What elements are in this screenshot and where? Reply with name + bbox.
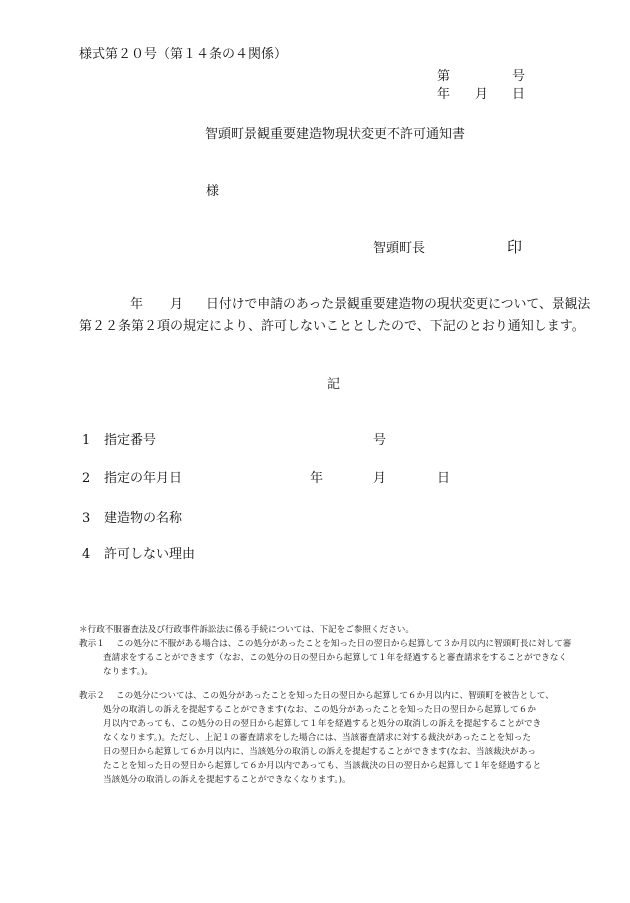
item-number: 3 <box>82 511 91 526</box>
notes-intro: ＊行政不服審査法及び行政事件訴訟法に係る手続については、下記をご参照ください。 <box>79 625 414 635</box>
body-year: 年 <box>130 297 144 312</box>
issuer-name: 智頭町長 <box>373 241 426 256</box>
kyoji1-line: この処分に不服がある場合は、この処分があったことを知った日の翌日から起算して３か月以内に智頭町長に対して審 <box>116 639 572 649</box>
kyoji2-line: 日の翌日から起算して６か月以内に、当該処分の取消しの訴えを提起することができます(なお、当該裁決があっ <box>103 747 536 757</box>
kyoji1-line: 査請求をすることができます（なお、この処分の日の翌日から起算して１年を経過すると審査請求をすることができなく <box>103 653 568 663</box>
item-year: 年 <box>310 471 324 486</box>
date-day: 日 <box>512 87 526 102</box>
date-year: 年 <box>437 87 451 102</box>
kyoji2-line: なくなります。)。ただし、上記１の審査請求をした場合には、当該審査請求に対する裁決があったことを知った <box>103 733 531 743</box>
kyoji2-line: たことを知った日の翌日から起算して６か月以内であっても、当該裁決の日の翌日から起算して１年を経過すると <box>103 761 542 771</box>
number-dai: 第 <box>437 69 451 84</box>
item-month: 月 <box>373 471 387 486</box>
number-go: 号 <box>512 69 526 84</box>
kyoji2-label: 教示２ <box>79 691 105 701</box>
document-title: 智頭町景観重要建造物現状変更不許可通知書 <box>205 127 466 142</box>
kyoji1-line: なります。)。 <box>103 667 153 677</box>
form-label: 様式第２０号（第１４条の４関係） <box>79 47 288 62</box>
body-line1: 日付けで申請のあった景観重要建造物の現状変更について、景観法 <box>206 297 591 312</box>
item-number: 1 <box>82 433 91 448</box>
kyoji2-line: 処分の取消しの訴えを提起することができます(なお、この処分があったことを知った日の翌日から起算して６か <box>103 705 536 715</box>
kyoji2-line: 月以内であっても、この処分の日の翌日から起算して１年を経過すると処分の取消しの訴えを提起することができ <box>103 719 542 729</box>
kyoji1-label: 教示１ <box>79 639 105 649</box>
item-label-designation-number: 指定番号 <box>104 433 157 448</box>
item-number: 4 <box>82 547 91 562</box>
seal-mark: 印 <box>507 238 523 256</box>
item-day: 日 <box>437 471 451 486</box>
date-month: 月 <box>475 87 489 102</box>
body-month: 月 <box>170 297 184 312</box>
item-label-designation-date: 指定の年月日 <box>104 471 183 486</box>
item-number: 2 <box>82 471 91 486</box>
item-go: 号 <box>373 433 387 448</box>
ki-heading: 記 <box>327 377 341 392</box>
item-label-building-name: 建造物の名称 <box>104 511 183 526</box>
kyoji2-line: この処分については、この処分があったことを知った日の翌日から起算して６か月以内に、智頭町を被告として、 <box>116 691 554 701</box>
addressee-suffix: 様 <box>206 184 220 199</box>
item-label-reason: 許可しない理由 <box>104 547 196 562</box>
kyoji2-line: 当該処分の取消しの訴えを提起することができなくなります。)。 <box>103 775 351 785</box>
body-line2: 第２２条第２項の規定により、許可しないこととしたので、下記のとおり通知します。 <box>79 319 585 334</box>
